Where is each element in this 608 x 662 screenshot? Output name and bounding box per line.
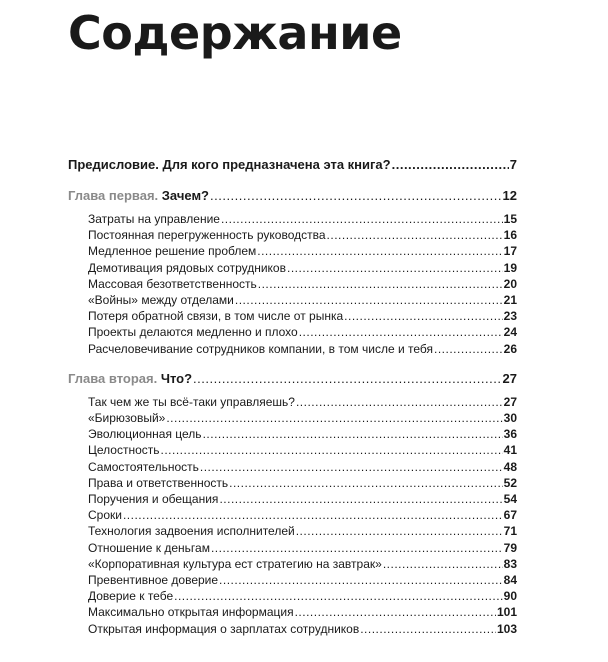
toc-page-number: 23 [503, 309, 517, 324]
toc-page-number: 12 [502, 188, 517, 203]
toc-entry-title: Самостоятельность [88, 459, 199, 474]
dot-leader [327, 227, 503, 243]
toc-page-number: 101 [496, 605, 517, 620]
toc-page-number: 16 [503, 228, 517, 243]
toc-entry[interactable] [68, 459, 517, 475]
toc-entry[interactable] [68, 621, 517, 637]
toc-page-number: 41 [503, 443, 517, 458]
dot-leader [383, 556, 503, 572]
toc-page-number: 30 [503, 411, 517, 426]
toc-entry-title: Превентивное доверие [88, 573, 219, 588]
toc-entry-title: Массовая безответственность [88, 276, 257, 291]
dot-leader [211, 540, 503, 556]
dot-leader [296, 523, 503, 539]
toc-page-number: 24 [503, 325, 517, 340]
dot-leader [219, 572, 503, 588]
toc-page-number: 21 [503, 293, 517, 308]
toc-page-number: 90 [503, 589, 517, 604]
toc-page-number: 52 [503, 475, 517, 490]
toc-page-number: 103 [496, 621, 517, 636]
toc-entry[interactable] [68, 260, 517, 276]
table-of-contents [68, 156, 517, 637]
toc-entry[interactable] [68, 243, 517, 259]
toc-page-number: 27 [502, 370, 517, 386]
toc-page-number: 67 [503, 508, 517, 523]
toc-page-number: 27 [503, 394, 517, 409]
chapter-prefix: Глава первая. [68, 188, 159, 203]
toc-entry-title: Доверие к тебе [88, 589, 174, 604]
toc-page-number: 7 [509, 157, 517, 172]
toc-entry-title: «Войны» между отделами [88, 293, 234, 308]
toc-entry[interactable] [68, 292, 517, 308]
toc-entry[interactable] [68, 572, 517, 588]
dot-leader [200, 459, 503, 475]
chapter-name: Зачем? [161, 188, 209, 203]
toc-entry-title: Сроки [88, 508, 122, 523]
toc-page-number: 19 [503, 260, 517, 275]
dot-leader [221, 211, 503, 227]
dot-leader [258, 276, 503, 292]
toc-entry-title: Поручения и обещания [88, 492, 219, 507]
dot-leader [174, 588, 503, 604]
dot-leader [235, 292, 503, 308]
toc-entry[interactable] [68, 442, 517, 458]
toc-page-number: 36 [503, 427, 517, 442]
toc-page-number: 48 [503, 459, 517, 474]
dot-leader [296, 394, 503, 410]
toc-chapter-2[interactable] [68, 370, 517, 388]
toc-page-number: 54 [503, 492, 517, 507]
chapter-name: Что? [160, 370, 193, 386]
chapter-heading [68, 370, 192, 388]
toc-page-number: 79 [503, 540, 517, 555]
chapter-heading [68, 187, 209, 205]
toc-entry[interactable] [68, 556, 517, 572]
toc-entry[interactable] [68, 507, 517, 523]
dot-leader [193, 370, 501, 388]
dot-leader [434, 341, 503, 357]
page-title: Содержание [68, 6, 402, 60]
dot-leader [392, 156, 509, 174]
dot-leader [203, 426, 503, 442]
toc-entry[interactable] [68, 604, 517, 620]
toc-entry-title: Открытая информация о зарплатах сотрудников [88, 621, 360, 636]
toc-entry-title: Демотивация рядовых сотрудников [88, 260, 286, 275]
toc-entry-title: Эволюционная цель [88, 427, 202, 442]
toc-entry[interactable] [68, 410, 517, 426]
dot-leader [161, 442, 503, 458]
toc-entry-title: Отношение к деньгам [88, 540, 210, 555]
toc-page-number: 15 [503, 212, 517, 226]
toc-entry-title: «Бирюзовый» [88, 411, 166, 426]
toc-entry[interactable] [68, 540, 517, 556]
dot-leader [229, 475, 503, 491]
toc-entry-title: Медленное решение проблем [88, 244, 257, 259]
toc-entry-title: Максимально открытая информация [88, 605, 294, 620]
toc-entry-title: Целостность [88, 443, 160, 458]
toc-chapter-1[interactable] [68, 187, 517, 205]
toc-page-number: 71 [503, 524, 517, 539]
toc-entry[interactable] [68, 475, 517, 491]
toc-entry-title: Затраты на управление [88, 212, 220, 226]
toc-entry-title: Проекты делаются медленно и плохо [88, 325, 298, 340]
toc-entry[interactable] [68, 308, 517, 324]
toc-entry[interactable] [68, 394, 517, 410]
toc-entry-title: «Корпоративная культура ест стратегию на завтрак» [88, 556, 382, 571]
toc-page-number: 20 [503, 276, 517, 291]
toc-entry-preface[interactable] [68, 156, 517, 174]
toc-entry[interactable] [68, 276, 517, 292]
toc-entry-title: Расчеловечивание сотрудников компании, в том числе и тебя [88, 341, 434, 356]
dot-leader [257, 243, 502, 259]
toc-entry-title: Технология задвоения исполнителей [88, 524, 295, 539]
toc-page-number: 83 [503, 556, 517, 571]
toc-entry[interactable] [68, 588, 517, 604]
dot-leader [210, 187, 502, 205]
dot-leader [166, 410, 502, 426]
toc-page-number: 17 [503, 244, 517, 259]
dot-leader [360, 621, 496, 637]
toc-entry[interactable] [68, 491, 517, 507]
toc-entry[interactable] [68, 227, 517, 243]
toc-entry-title: Так чем же ты всё-таки управляешь? [88, 394, 295, 409]
dot-leader [344, 308, 502, 324]
toc-entry[interactable] [68, 211, 517, 227]
dot-leader [299, 324, 503, 340]
toc-entry-title: Постоянная перегруженность руководства [88, 228, 326, 243]
toc-page-number: 84 [503, 573, 517, 588]
dot-leader [219, 491, 502, 507]
dot-leader [287, 260, 503, 276]
dot-leader [123, 507, 503, 523]
toc-entry[interactable] [68, 426, 517, 442]
chapter-prefix: Глава вторая. [68, 370, 158, 386]
dot-leader [295, 604, 496, 620]
toc-entry-title: Предисловие. Для кого предназначена эта книга? [68, 157, 391, 172]
toc-entry-title: Потеря обратной связи, в том числе от рынка [88, 309, 344, 324]
toc-page-number: 26 [503, 341, 517, 356]
toc-entry[interactable] [68, 324, 517, 340]
toc-entry[interactable] [68, 341, 517, 357]
toc-entry[interactable] [68, 523, 517, 539]
toc-entry-title: Права и ответственность [88, 475, 229, 490]
